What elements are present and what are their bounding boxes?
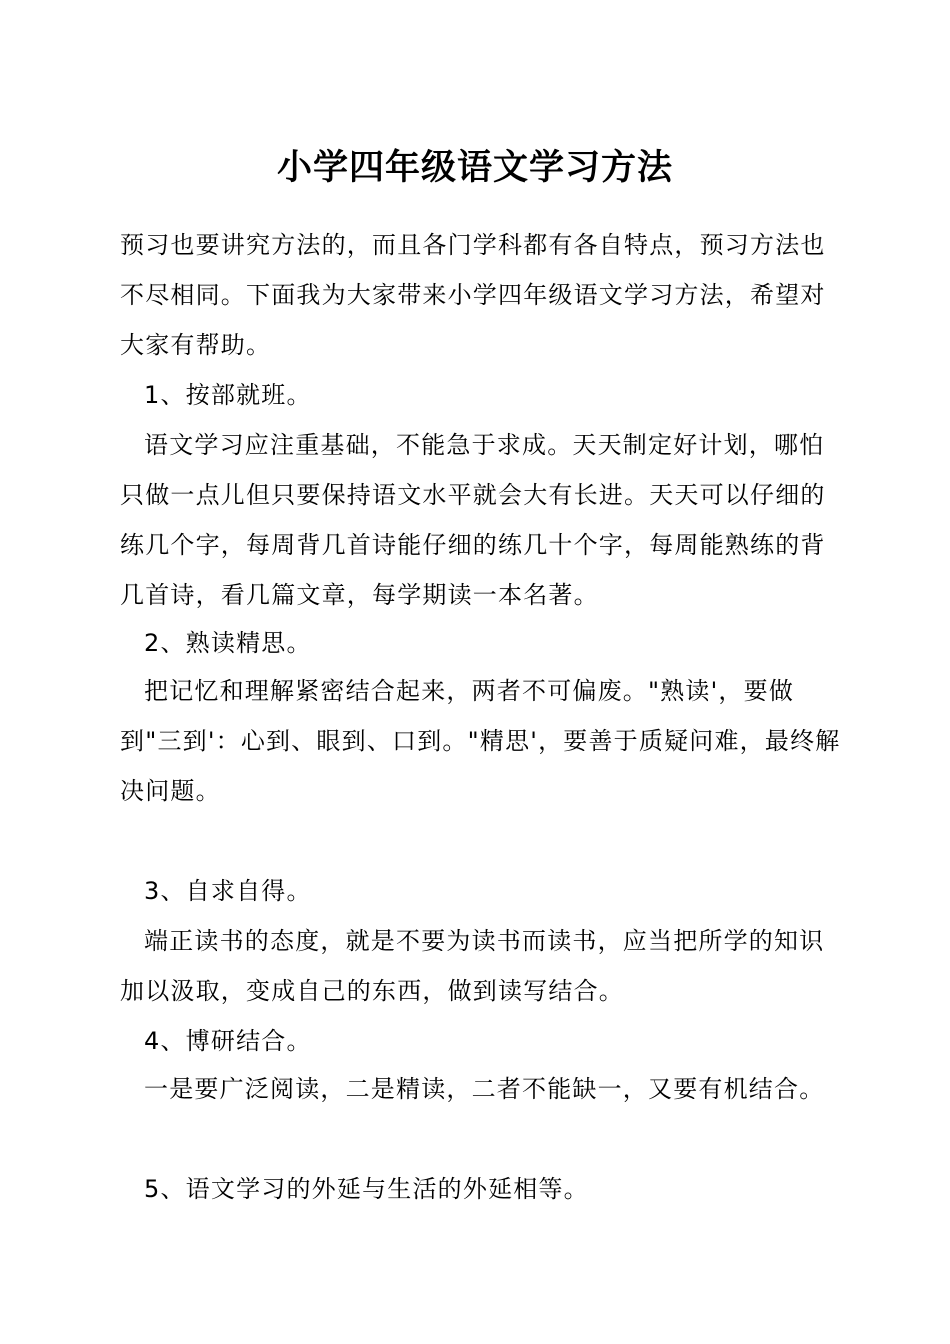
section-heading-4: 4、博研结合。: [144, 1027, 312, 1055]
section-body-2: 把记忆和理解紧密结合起来，两者不可偏废。"熟读'，要做到"三到'：心到、眼到、口到。"精思'，要善于质疑问难，最终解决问题。: [120, 677, 841, 805]
section-body-3: 端正读书的态度，就是不要为读书而读书，应当把所学的知识加以汲取，变成自己的东西，做到读写结合。: [120, 927, 825, 1005]
section-heading-3: 3、自求自得。: [144, 877, 312, 905]
section-heading-1: 1、按部就班。: [144, 381, 312, 409]
section-body-4: 一是要广泛阅读，二是精读，二者不能缺一，又要有机结合。: [144, 1075, 825, 1103]
intro-paragraph: 预习也要讲究方法的，而且各门学科都有各自特点，预习方法也不尽相同。下面我为大家带来小学四年级语文学习方法，希望对大家有帮助。: [120, 231, 826, 359]
section-heading-5: 5、语文学习的外延与生活的外延相等。: [144, 1175, 589, 1203]
section-heading-2: 2、熟读精思。: [144, 629, 312, 657]
document-title: 小学四年级语文学习方法: [276, 147, 673, 188]
section-body-1: 语文学习应注重基础，不能急于求成。天天制定好计划，哪怕只做一点儿但只要保持语文水平就会大有长进。天天可以仔细的练几个字，每周背几首诗能仔细的练几十个字，每周能熟练的背几首诗，看几篇文章，每学期读一本名著。: [120, 431, 826, 609]
